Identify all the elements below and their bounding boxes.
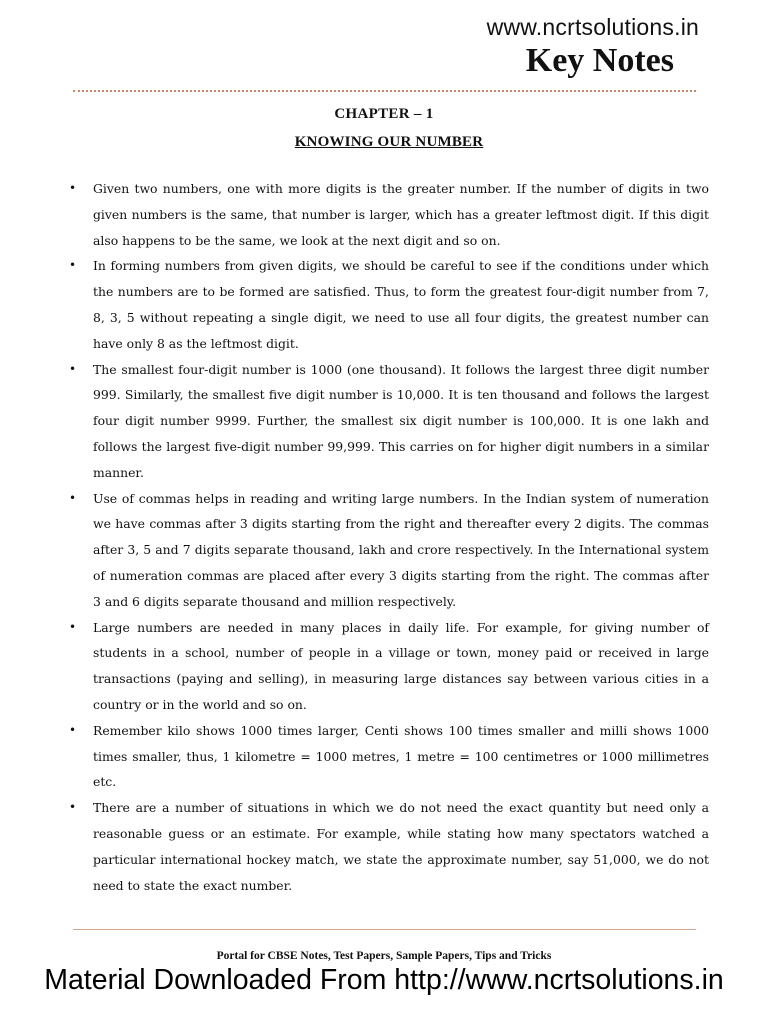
bullet-icon: •	[69, 181, 77, 195]
note-item	[66, 615, 709, 718]
bullet-icon: •	[69, 361, 77, 376]
portal-caption: Portal for CBSE Notes, Test Papers, Sample Papers, Tips and Tricks	[216, 950, 552, 962]
note-text: Large numbers are needed in many places in daily life. For example, for giving number of students in a school, number of people in a village or town, money paid or received in large transactions (paying and selling), in measuring large distances say between various cities in a country or in the world and so on.	[93, 619, 709, 712]
note-text: In forming numbers from given digits, we should be careful to see if the conditions under which the numbers are to be formed are satisfied. Thus, to form the greatest four-digit number from 7, 8, 3, 5 without repeating a single digit, we need to use all four digits, the greatest number can have only 8 as the leftmost digit.	[93, 258, 709, 351]
note-text: The smallest four-digit number is 1000 (one thousand). It follows the largest three digit number 999. Similarly, the smallest five digit number is 10,000. It is ten thousand and follows the largest four digit number 9999. Further, the smallest six digit number is 100,000. It is one lakh and follows the largest five-digit number 99,999. This carries on for higher digit numbers in a similar manner.	[93, 361, 709, 480]
note-item	[66, 176, 709, 253]
note-text: Given two numbers, one with more digits is the greater number. If the number of digits in two given numbers is the same, that number is larger, which has a greater leftmost digit. If this digit also happens to be the same, we look at the next digit and so on.	[93, 181, 709, 248]
page-title: Key Notes	[525, 42, 674, 79]
note-item	[66, 253, 709, 356]
bullet-icon: •	[69, 490, 77, 505]
note-item	[66, 486, 709, 615]
note-item	[66, 718, 709, 795]
note-item	[66, 795, 709, 898]
note-item	[66, 357, 709, 486]
bullet-icon: •	[69, 800, 77, 815]
bullet-icon: •	[69, 258, 77, 273]
download-banner: Material Downloaded From http://www.ncrtsolutions.in	[44, 964, 724, 996]
chapter-title: KNOWING OUR NUMBER	[294, 134, 484, 150]
chapter-label: CHAPTER – 1	[334, 106, 434, 122]
note-text: Remember kilo shows 1000 times larger, Centi shows 100 times smaller and milli shows 1000 times smaller, thus, 1 kilometre = 1000 metres, 1 metre = 100 centimetres or 1000 millimetres etc.	[93, 722, 709, 790]
note-text: There are a number of situations in which we do not need the exact quantity but need only a reasonable guess or an estimate. For example, while stating how many spectators watched a particular international hockey match, we state the approximate number, say 51,000, we do not need to state the exact number.	[93, 800, 709, 893]
bullet-icon: •	[69, 619, 77, 634]
header-divider	[73, 90, 696, 92]
bullet-icon: •	[69, 722, 77, 737]
site-url: www.ncrtsolutions.in	[486, 14, 699, 40]
footer-divider	[73, 929, 696, 930]
note-text: Use of commas helps in reading and writing large numbers. In the Indian system of numeration we have commas after 3 digits starting from the right and thereafter every 2 digits. The commas after 3, 5 and 7 digits separate thousand, lakh and crore respectively. In the International system of numeration commas are placed after every 3 digits starting from the right. The commas after 3 and 6 digits separate thousand and million respectively.	[93, 490, 709, 609]
notes-list	[66, 176, 709, 898]
